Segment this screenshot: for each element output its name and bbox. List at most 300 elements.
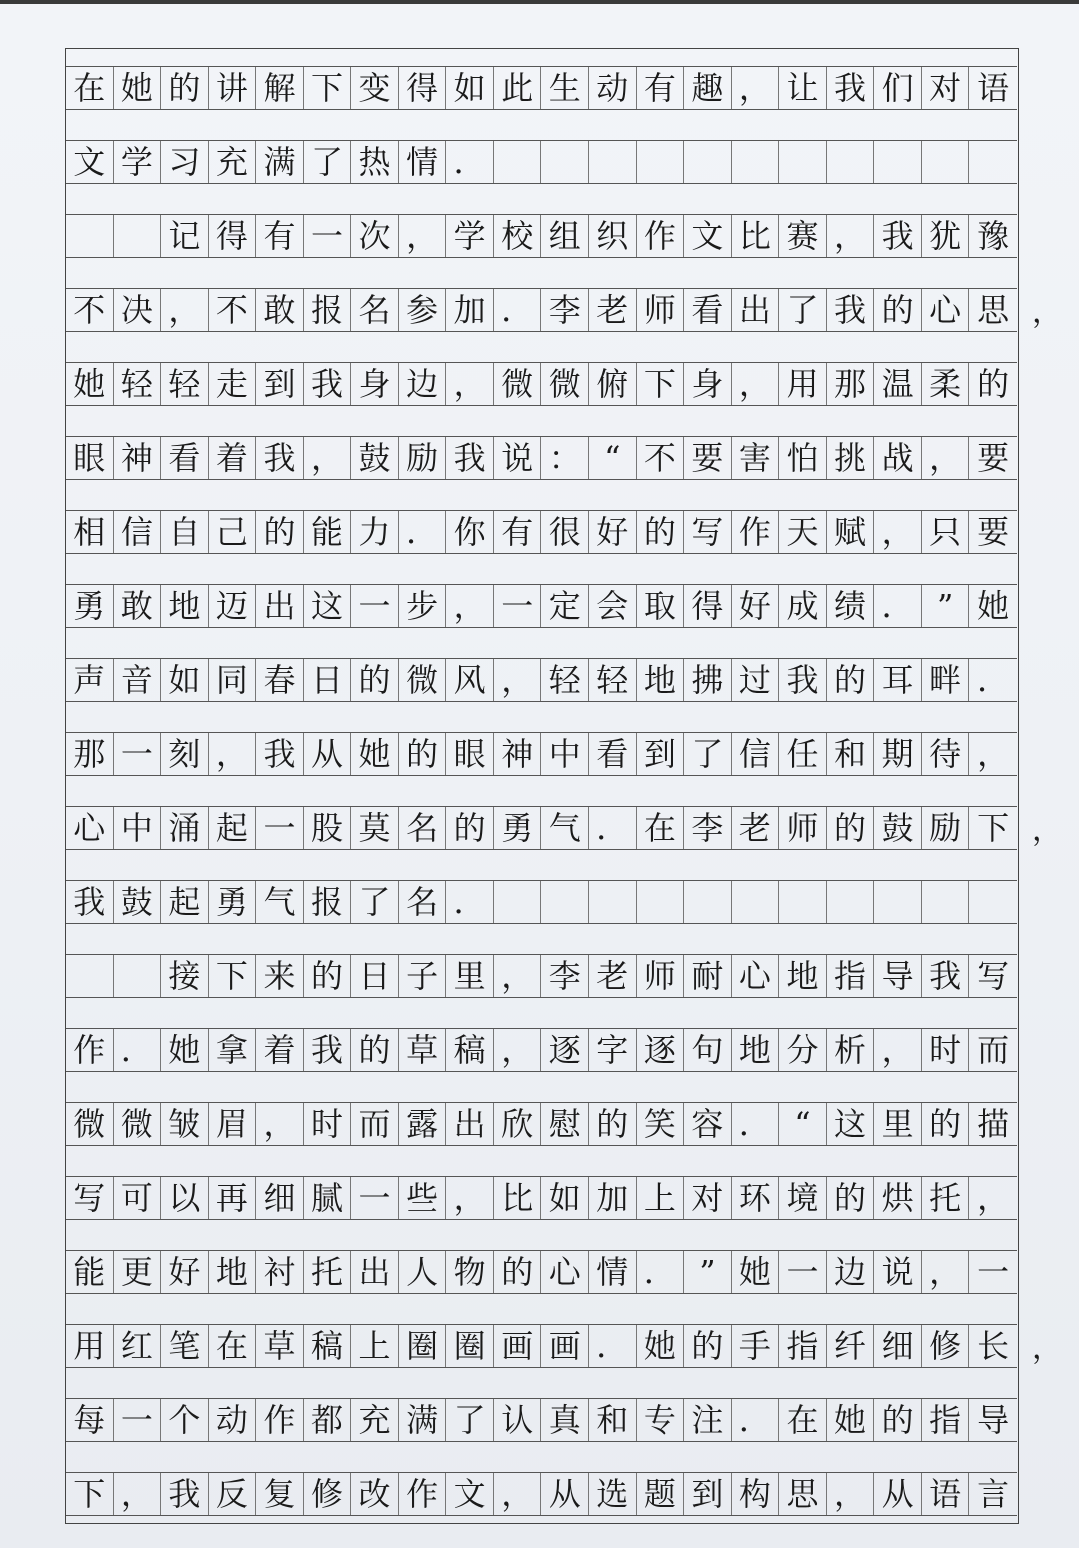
grid-cell: 音 [114, 659, 162, 701]
grid-cell: 我 [446, 437, 494, 479]
grid-cell: 起 [161, 881, 209, 923]
grid-cell: 过 [732, 659, 780, 701]
grid-cell: 变 [351, 67, 399, 109]
grid-cell: ． [874, 585, 922, 627]
grid-cell: 敢 [256, 289, 304, 331]
grid-cell [114, 955, 162, 997]
grid-cell [589, 141, 637, 183]
grid-cell: 有 [256, 215, 304, 257]
grid-cell: 欣 [494, 1103, 542, 1145]
grid-cell: 讲 [209, 67, 257, 109]
grid-cell: 刻 [161, 733, 209, 775]
grid-cell: 温 [874, 363, 922, 405]
grid-cell: 写 [66, 1177, 114, 1219]
grid-cell: 满 [399, 1399, 447, 1441]
grid-cell: ． [589, 807, 637, 849]
grid-cell: 犹 [922, 215, 970, 257]
grid-cell: 腻 [304, 1177, 352, 1219]
grid-row [66, 1324, 1017, 1368]
grid-cell: 在 [779, 1399, 827, 1441]
grid-cell: 好 [161, 1251, 209, 1293]
grid-cell: ， [732, 67, 780, 109]
grid-cell: 导 [874, 955, 922, 997]
grid-cell: 步 [399, 585, 447, 627]
grid-cell: 战 [874, 437, 922, 479]
grid-cell: 相 [66, 511, 114, 553]
grid-cell: 这 [304, 585, 352, 627]
grid-cell: 气 [541, 807, 589, 849]
grid-cell: 待 [922, 733, 970, 775]
grid-cell [779, 881, 827, 923]
grid-cell [827, 141, 875, 183]
grid-cell: 师 [779, 807, 827, 849]
grid-cell: 成 [779, 585, 827, 627]
grid-cell: 作 [637, 215, 685, 257]
grid-cell: 地 [161, 585, 209, 627]
grid-row [66, 658, 1017, 702]
grid-cell: 作 [256, 1399, 304, 1441]
grid-cell: 习 [161, 141, 209, 183]
grid-cell: ， [494, 955, 542, 997]
grid-cell [637, 881, 685, 923]
grid-cell: 她 [977, 587, 1010, 625]
grid-cell: 到 [256, 363, 304, 405]
grid-cell: 参 [399, 289, 447, 331]
grid-cell: 专 [637, 1399, 685, 1441]
grid-cell: 挑 [827, 437, 875, 479]
grid-cell: 勇 [66, 585, 114, 627]
grid-cell [922, 141, 970, 183]
grid-cell: ： [541, 437, 589, 479]
grid-row [66, 510, 1017, 554]
grid-cell: 如 [161, 659, 209, 701]
grid-cell: 心 [66, 807, 114, 849]
grid-cell: 老 [589, 289, 637, 331]
grid-cell: 草 [256, 1325, 304, 1367]
grid-cell: 露 [399, 1103, 447, 1145]
grid-cell: 对 [922, 67, 970, 109]
grid-cell: 迈 [209, 585, 257, 627]
grid-cell: 此 [494, 67, 542, 109]
grid-cell: 的 [827, 1177, 875, 1219]
grid-cell: ， [494, 1029, 542, 1071]
grid-cell: 地 [209, 1251, 257, 1293]
grid-cell: 我 [827, 67, 875, 109]
grid-cell: 充 [209, 141, 257, 183]
grid-cell: 她 [66, 363, 114, 405]
grid-cell: 她 [827, 1399, 875, 1441]
grid-cell: 衬 [256, 1251, 304, 1293]
grid-cell: 一 [351, 1177, 399, 1219]
grid-cell: 逐 [541, 1029, 589, 1071]
grid-cell: 如 [541, 1177, 589, 1219]
grid-cell [874, 881, 922, 923]
grid-cell: 满 [256, 141, 304, 183]
grid-cell: 能 [304, 511, 352, 553]
grid-cell: 的 [874, 289, 922, 331]
grid-cell: 下 [304, 67, 352, 109]
grid-cell: 托 [304, 1251, 352, 1293]
grid-row [66, 140, 1017, 184]
grid-cell: 而 [351, 1103, 399, 1145]
grid-cell: 以 [161, 1177, 209, 1219]
grid-cell: ， [446, 585, 494, 627]
grid-cell: 名 [399, 807, 447, 849]
grid-cell: 那 [827, 363, 875, 405]
grid-cell: 的 [684, 1325, 732, 1367]
grid-cell: 要 [977, 513, 1010, 551]
grid-cell: 要 [684, 437, 732, 479]
grid-cell: ， [494, 1473, 542, 1515]
grid-cell: 的 [977, 365, 1010, 403]
grid-cell: 从 [874, 1473, 922, 1515]
grid-cell: 从 [304, 733, 352, 775]
grid-cell: ． [494, 289, 542, 331]
grid-cell: 着 [209, 437, 257, 479]
grid-cell: 上 [637, 1177, 685, 1219]
grid-cell: 画 [494, 1325, 542, 1367]
grid-cell: 出 [732, 289, 780, 331]
grid-cell: ． [732, 1399, 780, 1441]
grid-cell [827, 881, 875, 923]
grid-cell: 神 [494, 733, 542, 775]
grid-cell: 复 [256, 1473, 304, 1515]
grid-cell: 修 [304, 1473, 352, 1515]
grid-cell: 不 [66, 289, 114, 331]
grid-cell: 心 [732, 955, 780, 997]
grid-cell: 李 [541, 289, 589, 331]
grid-cell: 眉 [209, 1103, 257, 1145]
grid-cell: 中 [114, 807, 162, 849]
grid-cell: 身 [351, 363, 399, 405]
grid-cell [637, 141, 685, 183]
grid-cell: ， [977, 1179, 1010, 1217]
grid-cell: 画 [541, 1325, 589, 1367]
grid-cell: 圈 [399, 1325, 447, 1367]
grid-cell: 勇 [494, 807, 542, 849]
grid-cell: 析 [827, 1029, 875, 1071]
grid-row [66, 1176, 1017, 1220]
grid-cell: 个 [161, 1399, 209, 1441]
grid-cell [684, 881, 732, 923]
grid-cell: 出 [446, 1103, 494, 1145]
grid-cell: 记 [161, 215, 209, 257]
grid-cell: 心 [541, 1251, 589, 1293]
margin-punctuation: ， [1032, 813, 1062, 848]
grid-cell: 的 [399, 733, 447, 775]
grid-cell: 指 [827, 955, 875, 997]
grid-cell: 的 [874, 1399, 922, 1441]
grid-cell: 李 [541, 955, 589, 997]
grid-cell: 改 [351, 1473, 399, 1515]
grid-cell: 怕 [779, 437, 827, 479]
grid-cell: 鼓 [114, 881, 162, 923]
grid-cell: 我 [256, 437, 304, 479]
grid-cell: 看 [589, 733, 637, 775]
grid-cell: 取 [637, 585, 685, 627]
grid-cell: 神 [114, 437, 162, 479]
grid-cell: 加 [446, 289, 494, 331]
grid-cell: 我 [304, 363, 352, 405]
grid-cell: 次 [351, 215, 399, 257]
grid-cell: 眼 [446, 733, 494, 775]
grid-cell: 出 [351, 1251, 399, 1293]
grid-cell: 好 [589, 511, 637, 553]
grid-cell: 轻 [114, 363, 162, 405]
grid-cell: 慰 [541, 1103, 589, 1145]
grid-cell: 决 [114, 289, 162, 331]
grid-cell: 用 [779, 363, 827, 405]
grid-cell: 绩 [827, 585, 875, 627]
grid-cell: 细 [874, 1325, 922, 1367]
grid-cell: 的 [922, 1103, 970, 1145]
grid-cell: 学 [446, 215, 494, 257]
grid-cell: 充 [351, 1399, 399, 1441]
grid-cell: ． [446, 141, 494, 183]
grid-cell: 地 [779, 955, 827, 997]
grid-cell: 报 [304, 881, 352, 923]
grid-cell: 可 [114, 1177, 162, 1219]
grid-cell: 反 [209, 1473, 257, 1515]
grid-cell: 物 [446, 1251, 494, 1293]
grid-cell: 时 [922, 1029, 970, 1071]
grid-cell: 都 [304, 1399, 352, 1441]
grid-cell [541, 141, 589, 183]
grid-cell: 一 [779, 1251, 827, 1293]
grid-cell: 写 [684, 511, 732, 553]
grid-cell: “ [589, 437, 637, 479]
grid-cell: ． [637, 1251, 685, 1293]
grid-cell: 不 [637, 437, 685, 479]
grid-cell: ， [161, 289, 209, 331]
grid-cell: 耳 [874, 659, 922, 701]
grid-cell: 名 [351, 289, 399, 331]
grid-cell: 托 [922, 1177, 970, 1219]
grid-cell: 春 [256, 659, 304, 701]
grid-cell: 微 [541, 363, 589, 405]
grid-cell: 边 [827, 1251, 875, 1293]
grid-row [66, 732, 1017, 776]
grid-cell: 细 [256, 1177, 304, 1219]
grid-cell: ． [114, 1029, 162, 1071]
grid-cell: 如 [446, 67, 494, 109]
grid-cell: 报 [304, 289, 352, 331]
grid-cell: 师 [637, 289, 685, 331]
grid-cell: 微 [399, 659, 447, 701]
grid-cell: ． [589, 1325, 637, 1367]
grid-cell: 鼓 [351, 437, 399, 479]
grid-cell: 股 [304, 807, 352, 849]
grid-cell: 她 [114, 67, 162, 109]
grid-cell [114, 215, 162, 257]
grid-cell: 任 [779, 733, 827, 775]
grid-cell: 期 [874, 733, 922, 775]
grid-cell: 一 [114, 1399, 162, 1441]
grid-cell: 用 [66, 1325, 114, 1367]
grid-cell: 烘 [874, 1177, 922, 1219]
grid-cell: 接 [161, 955, 209, 997]
grid-cell: ． [977, 661, 1010, 699]
grid-cell [732, 881, 780, 923]
grid-cell [684, 141, 732, 183]
grid-cell: 情 [589, 1251, 637, 1293]
grid-cell: 红 [114, 1325, 162, 1367]
grid-row [66, 806, 1017, 850]
grid-cell: 指 [922, 1399, 970, 1441]
grid-cell: 的 [827, 659, 875, 701]
grid-cell: ” [922, 585, 970, 627]
grid-cell: 声 [66, 659, 114, 701]
grid-cell: 对 [684, 1177, 732, 1219]
grid-cell: 了 [351, 881, 399, 923]
grid-cell: 拿 [209, 1029, 257, 1071]
grid-cell: 一 [114, 733, 162, 775]
grid-cell: 走 [209, 363, 257, 405]
grid-cell: 们 [874, 67, 922, 109]
grid-cell: 写 [977, 957, 1010, 995]
grid-cell: ， [304, 437, 352, 479]
grid-cell: 说 [494, 437, 542, 479]
grid-cell: 选 [589, 1473, 637, 1515]
grid-cell: 微 [66, 1103, 114, 1145]
grid-cell: 指 [779, 1325, 827, 1367]
grid-cell: 轻 [541, 659, 589, 701]
grid-cell: 己 [209, 511, 257, 553]
grid-cell: 她 [637, 1325, 685, 1367]
grid-cell: 老 [732, 807, 780, 849]
grid-cell: 作 [732, 511, 780, 553]
grid-cell: 导 [977, 1401, 1010, 1439]
grid-cell [922, 881, 970, 923]
grid-cell [732, 141, 780, 183]
grid-cell: ， [256, 1103, 304, 1145]
grid-cell: 境 [779, 1177, 827, 1219]
grid-cell: ， [209, 733, 257, 775]
grid-cell: 笑 [637, 1103, 685, 1145]
grid-cell: 下 [209, 955, 257, 997]
grid-cell: 了 [446, 1399, 494, 1441]
grid-cell: 畔 [922, 659, 970, 701]
grid-cell: 纤 [827, 1325, 875, 1367]
grid-cell: 好 [732, 585, 780, 627]
grid-cell: 容 [684, 1103, 732, 1145]
grid-cell: 中 [541, 733, 589, 775]
grid-cell: 我 [922, 955, 970, 997]
grid-cell: 生 [541, 67, 589, 109]
grid-cell: 地 [637, 659, 685, 701]
grid-cell: 信 [732, 733, 780, 775]
grid-cell: 说 [874, 1251, 922, 1293]
grid-cell: 解 [256, 67, 304, 109]
grid-cell: 到 [684, 1473, 732, 1515]
grid-cell: 而 [977, 1031, 1010, 1069]
grid-cell: ． [446, 881, 494, 923]
grid-cell: 有 [494, 511, 542, 553]
grid-cell: 柔 [922, 363, 970, 405]
grid-cell: 稿 [304, 1325, 352, 1367]
grid-cell: 手 [732, 1325, 780, 1367]
grid-cell: 眼 [66, 437, 114, 479]
grid-cell: 同 [209, 659, 257, 701]
grid-cell: 会 [589, 585, 637, 627]
grid-cell: 下 [637, 363, 685, 405]
grid-cell: 出 [256, 585, 304, 627]
grid-row [66, 1028, 1017, 1072]
grid-cell: 文 [66, 141, 114, 183]
grid-cell: 豫 [977, 217, 1010, 255]
grid-cell: 能 [66, 1251, 114, 1293]
grid-cell: 自 [161, 511, 209, 553]
grid-cell: 语 [922, 1473, 970, 1515]
grid-cell: 的 [351, 659, 399, 701]
grid-cell: 心 [922, 289, 970, 331]
grid-cell: 日 [304, 659, 352, 701]
grid-row [66, 288, 1017, 332]
grid-cell: 害 [732, 437, 780, 479]
grid-cell: 在 [637, 807, 685, 849]
grid-cell: 让 [779, 67, 827, 109]
grid-cell: 在 [209, 1325, 257, 1367]
grid-cell: 我 [874, 215, 922, 257]
grid-cell [541, 881, 589, 923]
grid-cell: 身 [684, 363, 732, 405]
grid-cell [66, 955, 114, 997]
grid-cell: 文 [446, 1473, 494, 1515]
grid-cell: 加 [589, 1177, 637, 1219]
grid-cell [494, 141, 542, 183]
grid-cell: 风 [446, 659, 494, 701]
grid-cell: 很 [541, 511, 589, 553]
grid-cell: 不 [209, 289, 257, 331]
grid-cell: 一 [977, 1253, 1010, 1291]
grid-cell: 趣 [684, 67, 732, 109]
grid-cell: ． [732, 1103, 780, 1145]
grid-cell: 着 [256, 1029, 304, 1071]
grid-cell: 逐 [637, 1029, 685, 1071]
grid-cell: 你 [446, 511, 494, 553]
grid-cell: 只 [922, 511, 970, 553]
grid-cell: 皱 [161, 1103, 209, 1145]
grid-cell: 在 [66, 67, 114, 109]
grid-cell: 气 [256, 881, 304, 923]
grid-cell: ， [874, 1029, 922, 1071]
grid-cell: 轻 [161, 363, 209, 405]
grid-cell: 得 [209, 215, 257, 257]
grid-cell [589, 881, 637, 923]
grid-cell: ， [827, 215, 875, 257]
grid-cell: 边 [399, 363, 447, 405]
grid-cell: 描 [977, 1105, 1010, 1143]
grid-cell: 我 [66, 881, 114, 923]
grid-cell: 认 [494, 1399, 542, 1441]
grid-cell: 我 [304, 1029, 352, 1071]
grid-cell: ， [494, 659, 542, 701]
grid-row [66, 436, 1017, 480]
grid-cell: 真 [541, 1399, 589, 1441]
grid-cell [779, 141, 827, 183]
grid-cell: “ [779, 1103, 827, 1145]
grid-cell: 我 [256, 733, 304, 775]
grid-cell: ， [977, 735, 1010, 773]
grid-cell: 更 [114, 1251, 162, 1293]
grid-cell: 勇 [209, 881, 257, 923]
grid-cell: 草 [399, 1029, 447, 1071]
grid-cell: 环 [732, 1177, 780, 1219]
grid-cell: 的 [161, 67, 209, 109]
grid-cell: 修 [922, 1325, 970, 1367]
grid-row [66, 1102, 1017, 1146]
grid-cell: 她 [351, 733, 399, 775]
